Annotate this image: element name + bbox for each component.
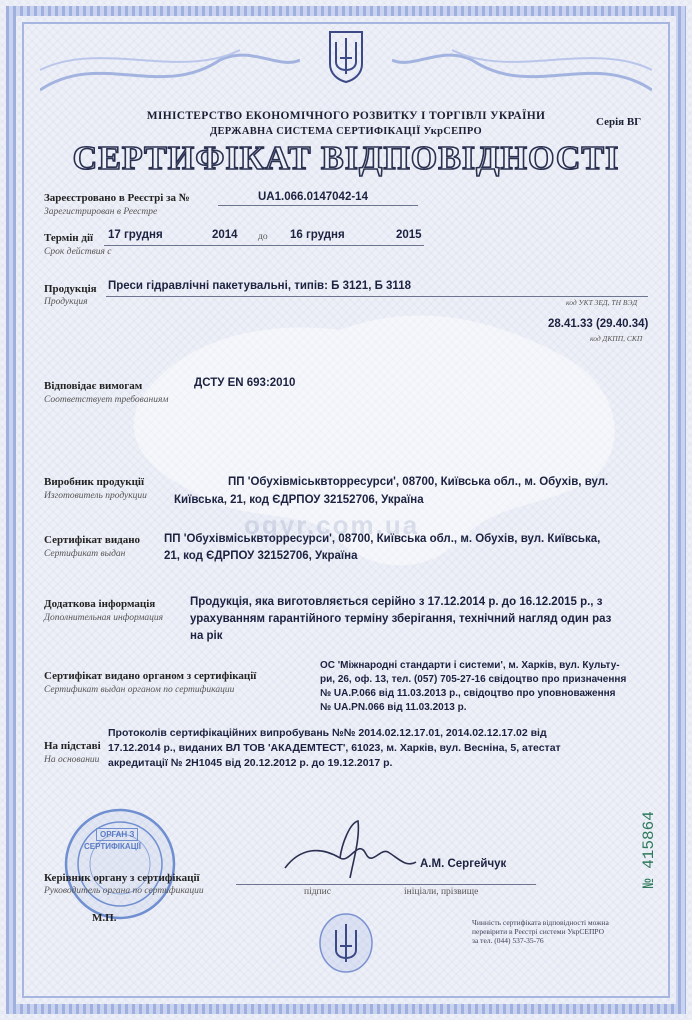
product-label-ru: Продукция <box>44 297 88 307</box>
registry-rule <box>218 205 418 206</box>
serial-number: № 415864 <box>640 811 658 888</box>
handwritten-signature <box>280 818 420 888</box>
product-code-caption-1: код УКТ ЗЕД, ТН ВЭД <box>566 298 638 307</box>
seal-place-label: М.П. <box>92 912 117 924</box>
validity-label-ru: Срок действия с <box>44 247 112 257</box>
watermark: ogyr.com.ua <box>244 510 420 540</box>
additional-info-line-1: Продукція, яка виготовляється серійно з 17.12.2014 р. до 16.12.2015 р., з <box>190 596 603 608</box>
validity-to-year: 2015 <box>396 229 422 241</box>
manufacturer-label: Виробник продукції <box>44 476 145 488</box>
registry-notice-line-3: за тел. (044) 537-35-76 <box>472 936 544 945</box>
validity-label: Термін дії <box>44 232 94 244</box>
additional-info-line-2: урахуванням гарантійного терміну зберігання, технічний нагляд один раз <box>190 613 612 625</box>
signer-name: А.М. Сергейчук <box>420 858 507 870</box>
product-value: Преси гідравлічні пакетувальні, типів: Б 3121, Б 3118 <box>108 280 411 292</box>
issued-to-label: Сертифікат видано <box>44 534 141 546</box>
validity-to-date: 16 грудня <box>290 229 345 241</box>
additional-info-label-ru: Дополнительная информация <box>44 613 164 623</box>
signature-caption: підпис <box>304 887 331 897</box>
requirements-label: Відповідає вимогам <box>44 380 143 392</box>
registry-number: UA1.066.0147042-14 <box>258 191 368 203</box>
issued-to-line-2: 21, код ЄДРПОУ 32152706, Україна <box>164 550 358 562</box>
name-caption: ініціали, прізвище <box>404 887 479 897</box>
product-label: Продукція <box>44 283 97 295</box>
stamp-text-2: СЕРТИФІКАЦІЇ <box>84 842 141 851</box>
requirements-label-ru: Соответствует требованиям <box>44 395 169 405</box>
validity-from-date: 17 грудня <box>108 229 163 241</box>
issued-to-label-ru: Сертификат выдан <box>44 549 126 559</box>
certification-body-label: Сертифікат видано органом з сертифікації <box>44 670 257 682</box>
manufacturer-line-1: ПП 'Обухівміськвторресурси', 08700, Київська обл., м. Обухів, вул. <box>228 476 609 488</box>
basis-label-ru: На основании <box>44 755 100 765</box>
basis-line-3: акредитації № 2Н1045 від 20.12.2012 р. до 19.12.2017 р. <box>108 757 393 769</box>
series-label: Серія ВГ <box>596 116 642 128</box>
certification-stamp <box>62 806 178 922</box>
manufacturer-line-2: Київська, 21, код ЄДРПОУ 32152706, Україна <box>174 494 424 506</box>
ministry-header: МІНІСТЕРСТВО ЕКОНОМІЧНОГО РОЗВИТКУ І ТОРГІВЛІ УКРАЇНИ <box>146 110 546 122</box>
requirements-value: ДСТУ EN 693:2010 <box>194 377 296 389</box>
certification-body-line-3: № UA.P.066 від 11.03.2013 р., свідоцтво про уповноваження <box>320 688 616 699</box>
product-rule <box>106 296 648 297</box>
validity-to-word: до <box>258 232 268 242</box>
certification-body-line-2: ри, 26, оф. 13, тел. (057) 705-27-16 свідоцтво про призначення <box>320 674 627 685</box>
ornament-right <box>392 40 652 100</box>
certification-system-header: ДЕРЖАВНА СИСТЕМА СЕРТИФІКАЦІЇ УкрСЕПРО <box>209 126 483 137</box>
validity-rule <box>104 245 424 246</box>
additional-info-line-3: на рік <box>190 630 223 642</box>
issued-to-line-1: ПП 'Обухівміськвторресурси', 08700, Київська обл., м. Обухів, вул. Київська, <box>164 533 601 545</box>
basis-label: На підставі <box>44 740 101 752</box>
certificate-title: СЕРТИФІКАТ ВІДПОВІДНОСТІ <box>72 140 620 177</box>
basis-line-2: 17.12.2014 р., виданих ВЛ ТОВ 'АКАДЕМТЕСТ', 61023, м. Харків, вул. Весніна, 5, атестат <box>108 742 561 754</box>
product-code: 28.41.33 (29.40.34) <box>548 318 649 330</box>
registry-notice-line-2: перевірити в Реєстрі системи УкрСЕПРО <box>472 927 605 936</box>
additional-info-label: Додаткова інформація <box>44 598 156 610</box>
validity-from-year: 2014 <box>212 229 238 241</box>
certification-body-line-1: ОС 'Міжнародні стандарти і системи', м. Харків, вул. Культу- <box>320 660 620 671</box>
trident-emblem-icon <box>326 28 366 84</box>
manufacturer-label-ru: Изготовитель продукции <box>44 491 147 501</box>
stamp-text-1: ОРГАН З <box>96 828 138 841</box>
ornament-left <box>40 40 300 100</box>
product-code-caption-2: код ДКПП, СКП <box>590 334 643 343</box>
head-label-ru: Руководитель органа по сертификации <box>44 886 204 896</box>
bottom-trident-icon <box>318 912 374 974</box>
certification-body-label-ru: Сертификат выдан органом по сертификации <box>44 685 235 695</box>
head-label: Керівник органу з сертифікації <box>44 872 200 884</box>
registry-label: Зареєстровано в Реєстрі за № <box>44 192 190 204</box>
registry-notice-line-1: Чинність сертифіката відповідності можна <box>472 918 609 927</box>
certification-body-line-4: № UA.PN.066 від 11.03.2013 р. <box>320 702 467 713</box>
basis-line-1: Протоколів сертифікаційних випробувань №№ 2014.02.12.17.01, 2014.02.12.17.02 від <box>108 727 547 739</box>
registry-label-ru: Зарегистрирован в Реестре <box>44 207 158 217</box>
